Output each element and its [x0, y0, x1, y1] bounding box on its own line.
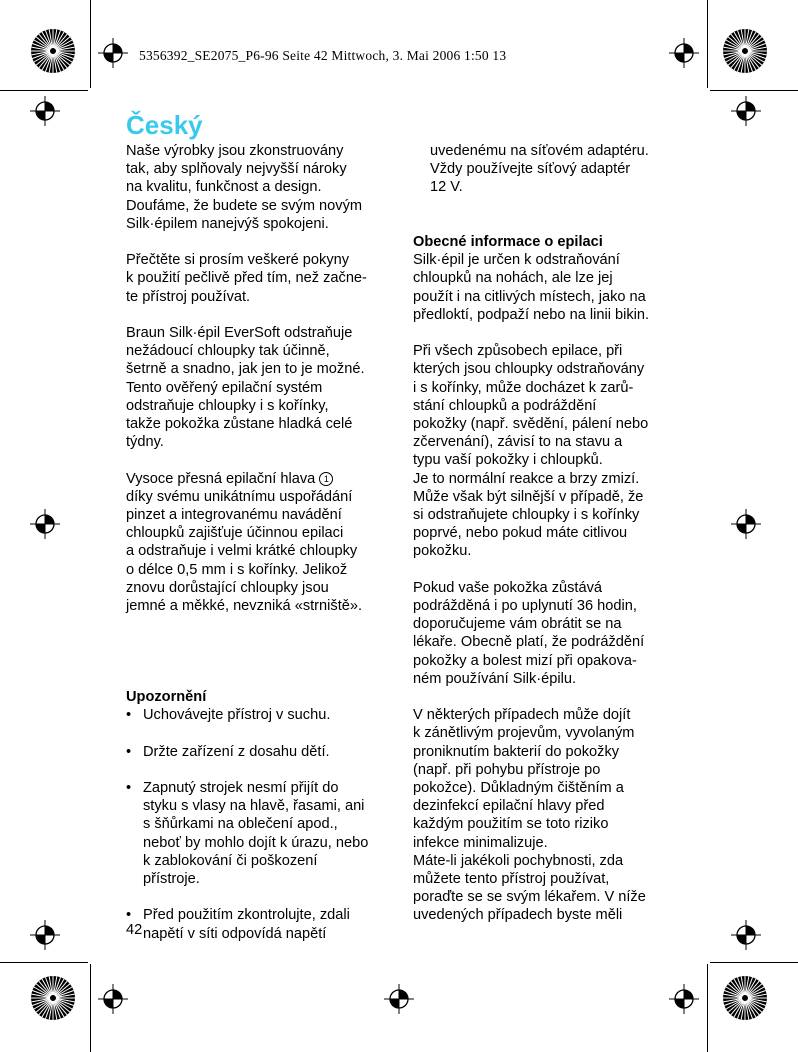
warning-heading: Upozornění — [126, 689, 207, 706]
crop-mark — [707, 0, 708, 88]
bullet: • — [126, 743, 132, 760]
paragraph-product: Braun Silk·épil EverSoft odstraňuje nežádoucí chloupky tak účinně, šetrně a snadno, jak jen to je možné. Tento ověřený epilační systém odstraňuje chloupky i s kořínky, takže pokožka zůstane hladká celé týdny. — [126, 325, 365, 451]
registration-crosshair-icon — [98, 984, 128, 1014]
registration-crosshair-icon — [669, 984, 699, 1014]
crop-mark — [710, 90, 798, 91]
bullet: • — [126, 907, 132, 924]
crop-mark — [90, 0, 91, 88]
right-column — [413, 142, 673, 925]
list-item: • Držte zařízení z dosahu dětí. — [126, 743, 330, 760]
paragraph-infection: V některých případech může dojít k zánětlivým projevům, vyvolaným proniknutím bakterií do pokožky (např. při pohybu přístroje po pokožce). Důkladným čištěním a dezinfekcí epilační hlavy před každým použitím se toto riziko infekce minimalizuje. Máte-li jakékoli pochybnosti, zda můžete tento přístroj používat, poraďte se se svým lékařem. V níže uvedených případech byste měli — [413, 707, 646, 924]
list-item: • Zapnutý strojek nesmí přijít do styku s vlasy na hlavě, řasami, ani s šňůrkami na oblečení apod., neboť by mohlo dojít k úrazu, nebo k zablokování či poškození přístroje. — [126, 780, 369, 888]
crop-mark — [0, 90, 88, 91]
registration-crosshair-icon — [30, 509, 60, 539]
bullet-continuation: uvedenému na síťovém adaptéru. Vždy používejte síťový adaptér 12 V. — [430, 143, 649, 196]
paragraph-doctor: Pokud vaše pokožka zůstává podrážděná i po uplynutí 36 hodin, doporučujeme vám obrátit se na lékaře. Obecně platí, že podráždění pokožky a bolest mizí při opakova- ném používání Silk·épilu. — [413, 579, 645, 687]
registration-starburst-icon — [722, 975, 768, 1021]
paragraph-read-instructions: Přečtěte si prosím veškeré pokyny k použití pečlivě před tím, než začne- te přístroj používat. — [126, 252, 367, 305]
left-column — [126, 142, 386, 943]
paragraph-epilation-head: Vysoce přesná epilační hlava 1 díky svému unikátnímu uspořádání pinzet a integrovanému navádění chloupků zajišťuje účinnou epilaci a odstraňuje i velmi krátké chloupky o délce 0,5 mm i s kořínky. Jelikož znovu dorůstající chloupky jsou jemné a měkké, nevzniká «strniště». — [126, 470, 363, 615]
bullet: • — [126, 707, 132, 724]
registration-crosshair-icon — [98, 38, 128, 68]
page-number: 42 — [126, 922, 143, 938]
registration-crosshair-icon — [30, 920, 60, 950]
crop-mark — [707, 964, 708, 1052]
paragraph-skin-reaction: Při všech způsobech epilace, při kterých jsou chloupky odstraňovány i s kořínky, může docházet k zarů- stání chloupků a podráždění pokožky (např. svědění, pálení nebo zčervenání), závisí to na stavu a typu vaší pokožky i chloupků. Je to normální reakce a brzy zmizí. Může však být silnější v případě, že si odstraňujete chloupky i s kořínky poprvé, nebo pokud máte citlivou pokožku. — [413, 343, 649, 560]
paragraph-intro: Naše výrobky jsou zkonstruovány tak, aby splňovaly nejvyšší nároky na kvalitu, funkčnost a design. Doufáme, že budete se svým novým Silk·épilem nanejvýš spokojeni. — [126, 143, 363, 232]
crop-mark — [0, 962, 88, 963]
paragraph-general: Silk·épil je určen k odstraňování chloupků na nohách, ale lze jej použít i na citlivých místech, jako na předloktí, podpaží nebo na linii bikin. — [413, 252, 650, 323]
registration-crosshair-icon — [669, 38, 699, 68]
bullet: • — [126, 780, 132, 796]
registration-crosshair-icon — [731, 920, 761, 950]
registration-crosshair-icon — [30, 96, 60, 126]
figure-marker-icon: 1 — [319, 472, 333, 486]
registration-crosshair-icon — [731, 96, 761, 126]
print-slug: 5356392_SE2075_P6-96 Seite 42 Mittwoch, 3. Mai 2006 1:50 13 — [139, 48, 507, 63]
registration-starburst-icon — [722, 28, 768, 74]
registration-starburst-icon — [30, 975, 76, 1021]
list-item: • Před použitím zkontrolujte, zdali napětí v síti odpovídá napětí — [126, 907, 350, 942]
registration-crosshair-icon — [384, 984, 414, 1014]
page-title: Český — [126, 110, 203, 140]
crop-mark — [710, 962, 798, 963]
section-heading: Obecné informace o epilaci — [413, 234, 603, 250]
registration-starburst-icon — [30, 28, 76, 74]
registration-crosshair-icon — [731, 509, 761, 539]
crop-mark — [90, 964, 91, 1052]
list-item: • Uchovávejte přístroj v suchu. — [126, 707, 331, 724]
